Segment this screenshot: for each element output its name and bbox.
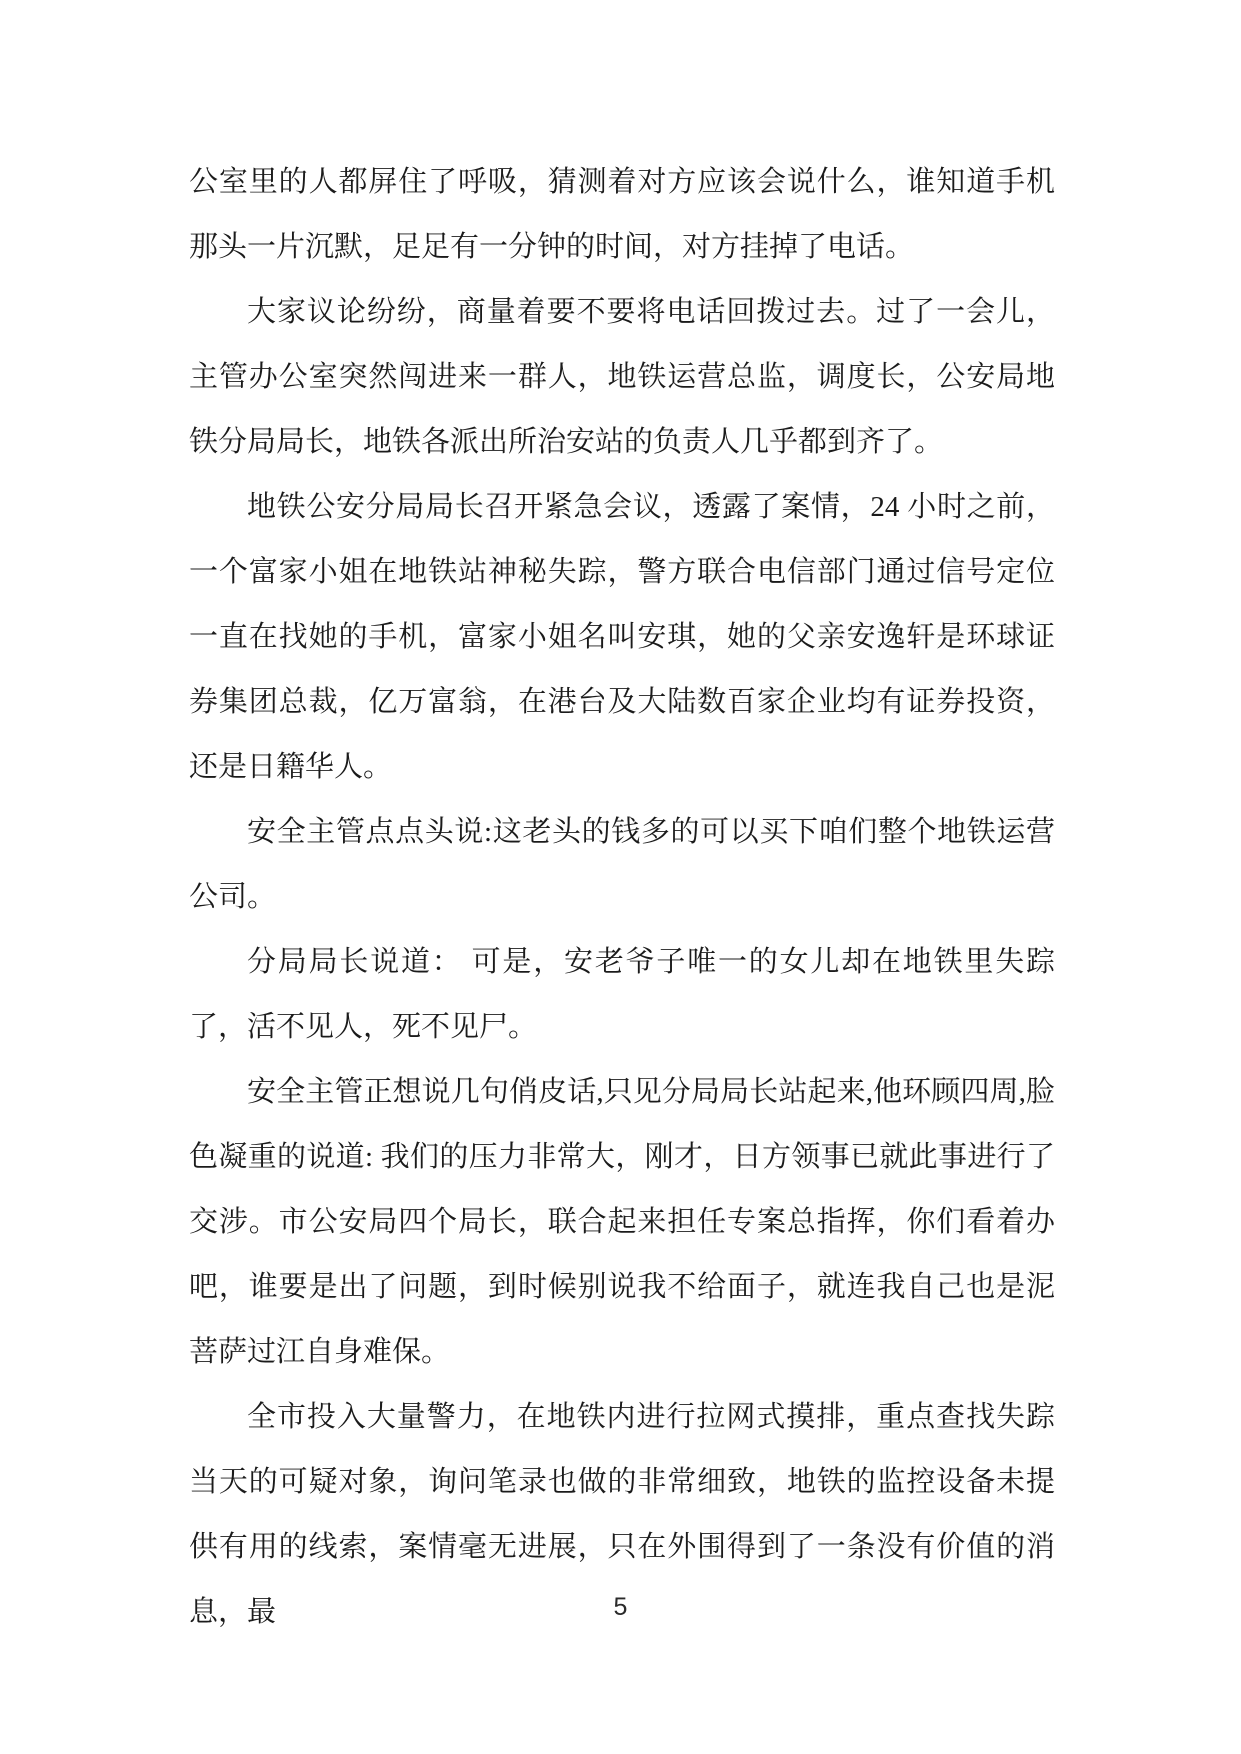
paragraph: 安全主管点点头说:这老头的钱多的可以买下咱们整个地铁运营公司。 <box>189 816 1055 913</box>
paragraph: 公室里的人都屏住了呼吸，猜测着对方应该会说什么，谁知道手机那头一片沉默，足足有一分钟的时间，对方挂掉了电话。 <box>189 166 1055 263</box>
page-number: 5 <box>613 1593 628 1621</box>
document-body <box>189 150 1055 1645</box>
paragraph: 全市投入大量警力，在地铁内进行拉网式摸排，重点查找失踪当天的可疑对象，询问笔录也做的非常细致，地铁的监控设备未提供有用的线索，案情毫无进展，只在外围得到了一条没有价值的消息，最 <box>189 1401 1055 1628</box>
paragraph: 分局局长说道： 可是，安老爷子唯一的女儿却在地铁里失踪了，活不见人，死不见尸。 <box>189 946 1055 1043</box>
paragraph: 安全主管正想说几句俏皮话,只见分局局长站起来,他环顾四周,脸色凝重的说道: 我们的压力非常大，刚才，日方领事已就此事进行了交涉。市公安局四个局长，联合起来担任专案总指挥，你们看着办吧，谁要是出了问题，到时候别说我不给面子，就连我自己也是泥菩萨过江自身难保。 <box>189 1076 1055 1368</box>
paragraph: 大家议论纷纷，商量着要不要将电话回拨过去。过了一会儿，主管办公室突然闯进来一群人，地铁运营总监，调度长，公安局地铁分局局长，地铁各派出所治安站的负责人几乎都到齐了。 <box>189 296 1055 458</box>
paragraph: 地铁公安分局局长召开紧急会议，透露了案情，24 小时之前，一个富家小姐在地铁站神秘失踪，警方联合电信部门通过信号定位一直在找她的手机，富家小姐名叫安琪，她的父亲安逸轩是环球证券集团总裁，亿万富翁，在港台及大陆数百家企业均有证券投资，还是日籍华人。 <box>189 491 1055 783</box>
